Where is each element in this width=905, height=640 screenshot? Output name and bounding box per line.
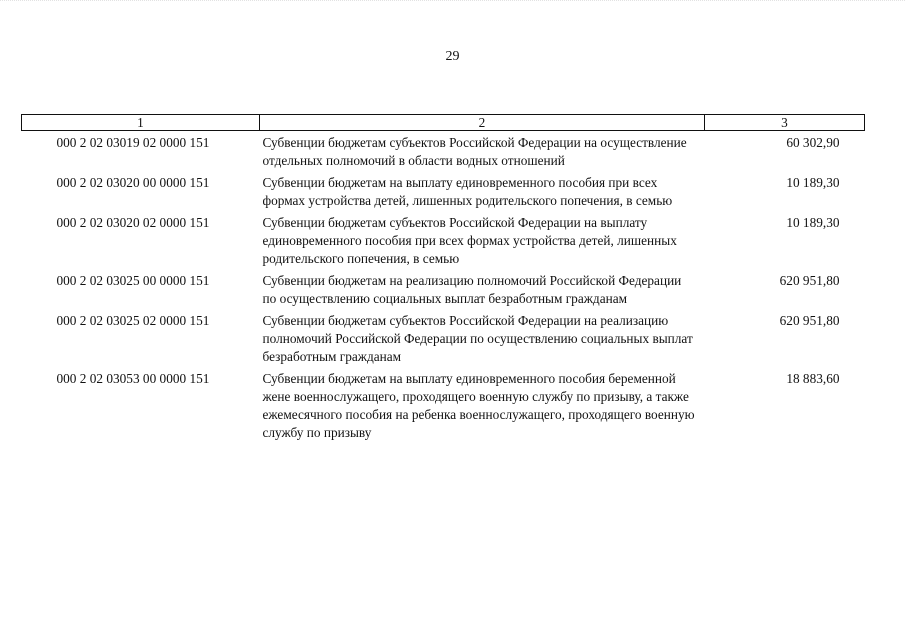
budget-code: 000 2 02 03020 00 0000 151 (56, 175, 210, 190)
budget-code: 000 2 02 03025 02 0000 151 (56, 313, 210, 328)
table-row (22, 268, 865, 308)
amount-value: 60 302,90 (786, 135, 840, 150)
budget-code: 000 2 02 03020 02 0000 151 (56, 215, 210, 230)
table-row (22, 131, 865, 171)
table-row (22, 366, 865, 442)
item-description: Субвенции бюджетам на выплату единовременного пособия при всех формах устройства детей, лишенных родительского попечения, в семью (262, 175, 673, 208)
header-row (22, 115, 865, 131)
column-header-1: 1 (22, 115, 260, 131)
item-description: Субвенции бюджетам на реализацию полномочий Российской Федерации по осуществлению социальных выплат безработным гражданам (262, 273, 682, 306)
table-body (22, 131, 865, 443)
table-row (22, 210, 865, 268)
column-header-3: 3 (705, 115, 865, 131)
table-header (22, 115, 865, 131)
scan-edge-artifact (0, 0, 905, 5)
column-header-2: 2 (260, 115, 705, 131)
budget-table (21, 114, 865, 442)
amount-value: 10 189,30 (786, 175, 840, 190)
amount-value: 620 951,80 (779, 313, 840, 328)
item-description: Субвенции бюджетам субъектов Российской Федерации на осуществление отдельных полномочий в области водных отношений (262, 135, 687, 168)
table-row (22, 308, 865, 366)
budget-code: 000 2 02 03025 00 0000 151 (56, 273, 210, 288)
table-row (22, 170, 865, 210)
page-number: 29 (445, 49, 460, 64)
item-description: Субвенции бюджетам субъектов Российской Федерации на выплату единовременного пособия при всех формах устройства детей, лишенных родительского попечения, в семью (262, 215, 677, 266)
budget-code: 000 2 02 03019 02 0000 151 (56, 135, 210, 150)
item-description: Субвенции бюджетам на выплату единовременного пособия беременной жене военнослужащего, проходящего военную службу по призыву, а также ежемесячного пособия на ребенка военнослужащего, проходящего военную службу по призыву (262, 371, 695, 440)
item-description: Субвенции бюджетам субъектов Российской Федерации на реализацию полномочий Российской Федерации по осуществлению социальных выплат безработным гражданам (262, 313, 693, 364)
amount-value: 10 189,30 (786, 215, 840, 230)
amount-value: 620 951,80 (779, 273, 840, 288)
budget-code: 000 2 02 03053 00 0000 151 (56, 371, 210, 386)
amount-value: 18 883,60 (786, 371, 840, 386)
